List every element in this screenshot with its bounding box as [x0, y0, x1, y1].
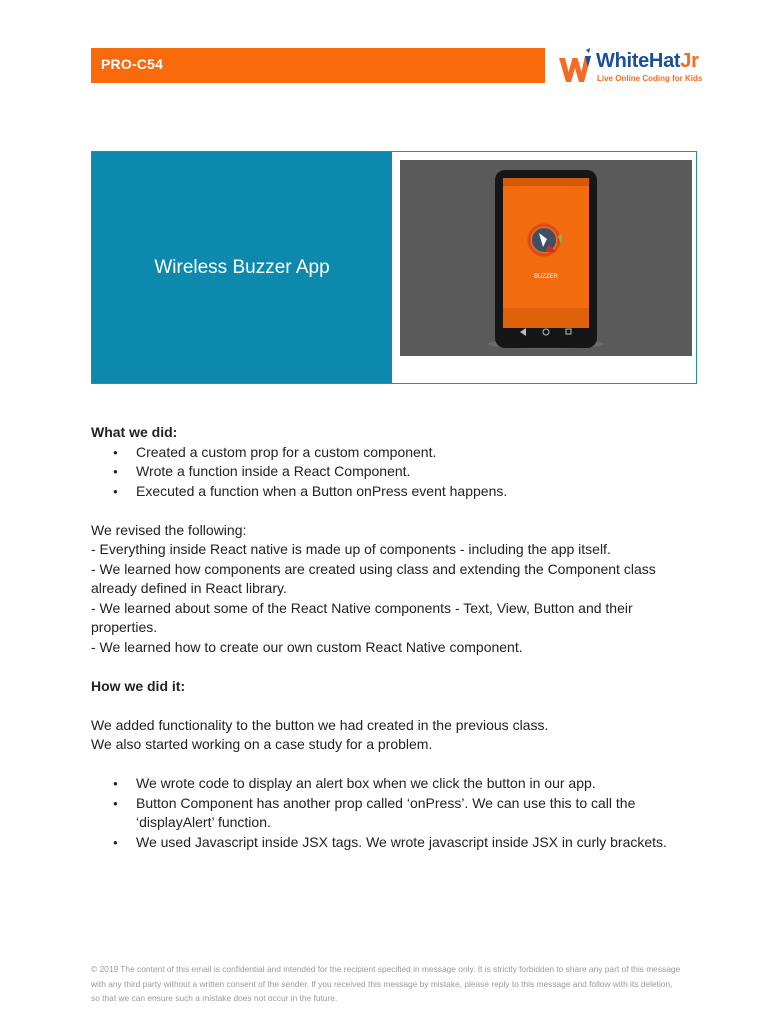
how-paragraph: We added functionality to the button we had created in the previous class.: [91, 716, 549, 733]
revised-intro: We revised the following:: [91, 521, 247, 538]
lesson-summary: [91, 423, 691, 852]
list-item: ● Executed a function when a Button onPress event happens.: [91, 482, 691, 502]
list-item: ● We used Javascript inside JSX tags. We wrote javascript inside JSX in curly brackets.: [91, 833, 691, 853]
logo-wordmark: WhiteHatJr: [596, 50, 699, 72]
logo-mark-icon: [557, 48, 593, 86]
whitehat-jr-logo: [557, 46, 707, 88]
how-we-did-heading: How we did it:: [91, 677, 186, 694]
banner-title-panel: [92, 152, 392, 383]
project-banner: [91, 151, 697, 384]
revised-line: - We learned about some of the React Native components - Text, View, Button and their properties.: [91, 599, 633, 635]
phone-mockup-icon: [400, 160, 692, 356]
list-item: ● Created a custom prop for a custom component.: [91, 443, 691, 463]
logo-tagline: Live Online Coding for Kids: [597, 74, 703, 83]
list-item: ● We wrote code to display an alert box when we click the button in our app.: [91, 774, 691, 794]
header-bar: [91, 48, 545, 83]
revised-line: - Everything inside React native is made up of components - including the app itself.: [91, 541, 611, 557]
revised-line: - We learned how to create our own custom React Native component.: [91, 638, 523, 655]
course-code: PRO-C54: [101, 56, 164, 72]
list-item: ● Wrote a function inside a React Component.: [91, 462, 691, 482]
what-we-did-list: [91, 443, 691, 502]
how-paragraph: We also started working on a case study for a problem.: [91, 736, 433, 752]
list-item: ● Button Component has another prop called ‘onPress’. We can use this to call the ‘displayAlert’ function.: [91, 794, 691, 833]
what-we-did-heading: What we did:: [91, 424, 178, 440]
confidentiality-footer: © 2019 The content of this email is confidential and intended for the recipient specified in message only. It is strictly forbidden to share any part of this message with any third party without a written consent of the sender. If you received this message by mistake, please reply to this message and follow with its deletion, so that we can ensure such a mistake does not occur in the future.: [91, 964, 681, 1003]
revised-line: - We learned how components are created using class and extending the Component class already defined in React library.: [91, 560, 656, 596]
app-screenshot: [400, 160, 692, 356]
banner-title: Wireless Buzzer App: [154, 256, 330, 278]
how-we-did-list: [91, 774, 691, 852]
phone-screen-label: BUZZER: [534, 274, 558, 280]
